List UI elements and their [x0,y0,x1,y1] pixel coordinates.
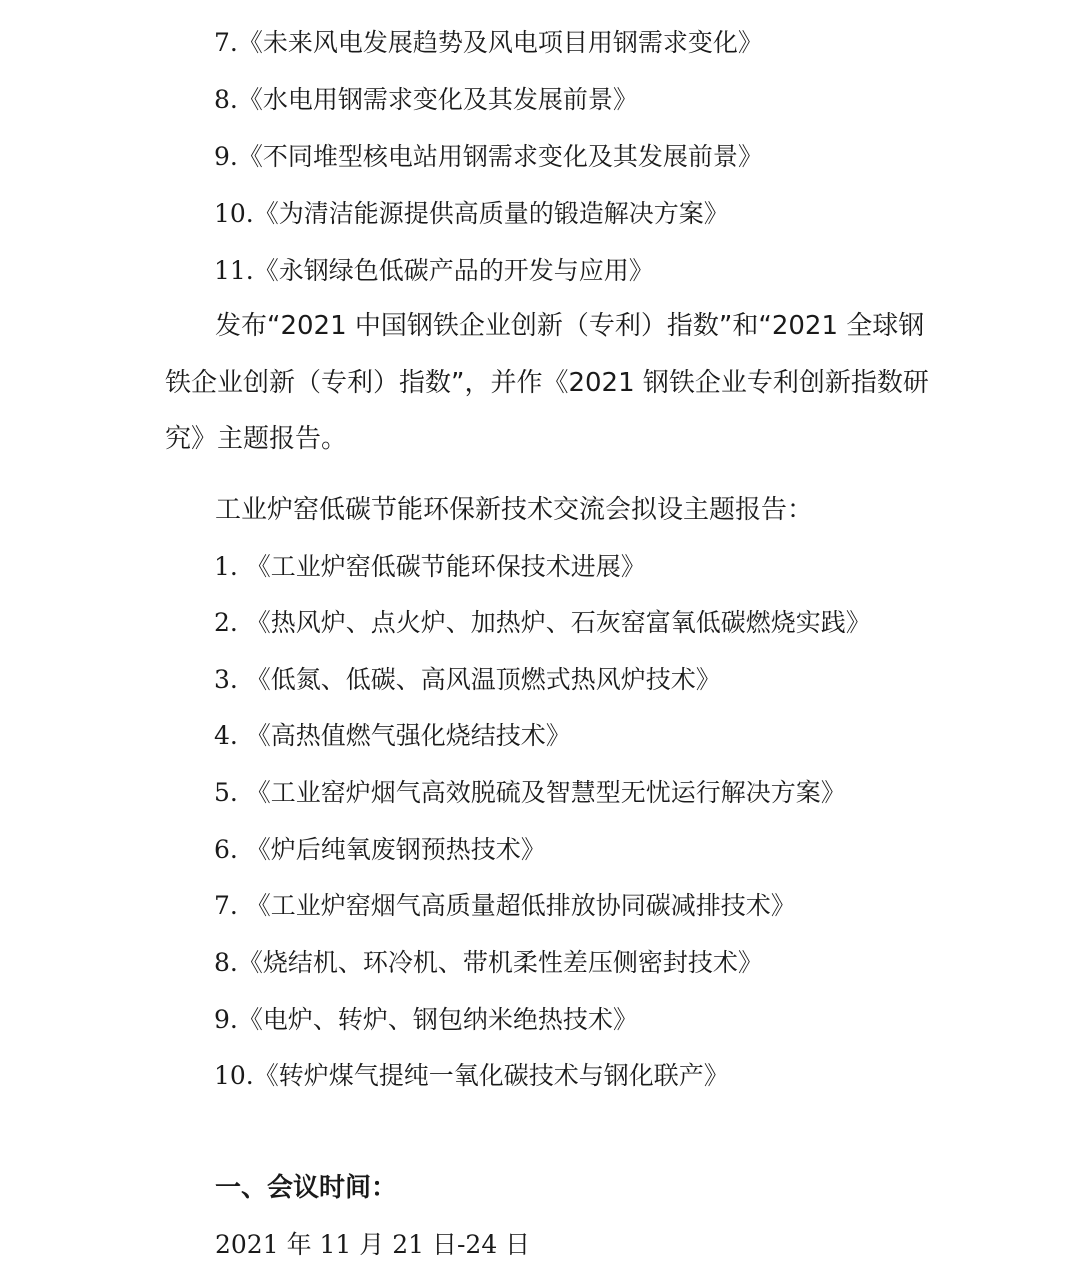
list-item: 5. 《工业窑炉烟气高效脱硫及智慧型无忧运行解决方案》 [214,778,846,807]
list-item: 7. 《工业炉窑烟气高质量超低排放协同碳减排技术》 [214,891,796,920]
list-item: 11.《永钢绿色低碳产品的开发与应用》 [214,256,654,285]
list-item: 10.《转炉煤气提纯一氧化碳技术与钢化联产》 [214,1061,729,1090]
list-item: 4. 《高热值燃气强化烧结技术》 [214,721,571,750]
paragraph-line: 发布“2021 中国钢铁企业创新（专利）指数”和“2021 全球钢 [215,311,925,341]
section-heading: 一、会议时间： [215,1173,398,1203]
list-item: 10.《为清洁能源提供高质量的锻造解决方案》 [214,199,729,228]
paragraph-line: 铁企业创新（专利）指数”，并作《2021 钢铁企业专利创新指数研 [165,368,929,398]
paragraph-line: 究》主题报告。 [165,424,348,454]
meeting-date: 2021 年 11 月 21 日-24 日 [215,1230,531,1259]
list-item: 9.《电炉、转炉、钢包纳米绝热技术》 [214,1005,638,1034]
list-item: 9.《不同堆型核电站用钢需求变化及其发展前景》 [214,142,763,171]
list-item: 1. 《工业炉窑低碳节能环保技术进展》 [214,552,646,581]
list-item: 8.《烧结机、环冷机、带机柔性差压侧密封技术》 [214,948,763,977]
list-item: 6. 《炉后纯氧废钢预热技术》 [214,835,546,864]
subsection-heading: 工业炉窑低碳节能环保新技术交流会拟设主题报告： [215,495,814,525]
list-item: 2. 《热风炉、点火炉、加热炉、石灰窑富氧低碳燃烧实践》 [214,608,871,637]
list-item: 7.《未来风电发展趋势及风电项目用钢需求变化》 [214,28,763,57]
list-item: 3. 《低氮、低碳、高风温顶燃式热风炉技术》 [214,665,721,694]
list-item: 8.《水电用钢需求变化及其发展前景》 [214,85,638,114]
